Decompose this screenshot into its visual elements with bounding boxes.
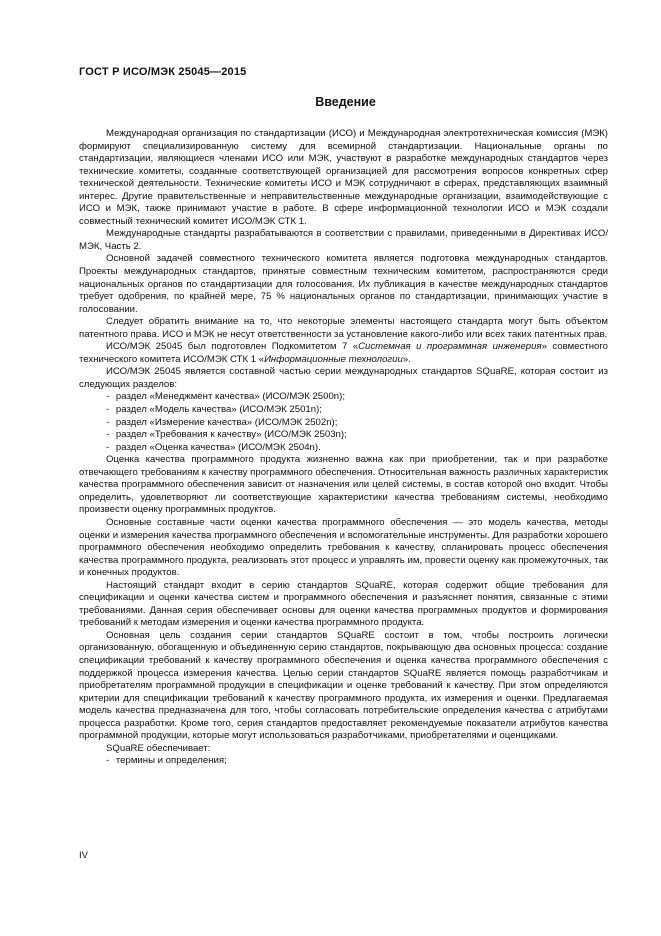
list-item: - раздел «Оценка качества» (ИСО/МЭК 2504n). [79, 442, 608, 455]
paragraph: ИСО/МЭК 25045 является составной частью серии международных стандартов SQuaRE, которая состоит из следующих разделов: [79, 366, 608, 390]
list-item: - раздел «Измерение качества» (ИСО/МЭК 2502n); [79, 417, 608, 430]
document-header: ГОСТ Р ИСО/МЭК 25045—2015 [79, 66, 247, 78]
list-item: - раздел «Менеджмент качества» (ИСО/МЭК 2500n); [79, 391, 608, 404]
italic-run: Информационные технологии [264, 353, 403, 365]
list-item: - раздел «Требования к качеству» (ИСО/МЭК 2503n); [79, 429, 608, 442]
list-item: - раздел «Модель качества» (ИСО/МЭК 2501n); [79, 404, 608, 417]
text-run: » совместного технического комитета ИСО/МЭК СТК 1 « [79, 341, 608, 365]
paragraph: Оценка качества программного продукта жизненно важна как при приобретении, так и при разработке отвечающего требованиям к качеству программного обеспечения. Относительная важность различных характеристик качества программного обеспечения зависит от назначения или целей системы, в состав которой оно входит. Чтобы определить, удовлетворяют ли соответствующие характеристики качества требованиям системы, необходимо произвести оценку программных продуктов. [79, 454, 608, 516]
page-number: IV [79, 850, 88, 861]
body-text [79, 128, 608, 768]
text-run: ». [402, 353, 411, 365]
paragraph-prepared [79, 341, 608, 366]
paragraph: Международные стандарты разрабатываются в соответствии с правилами, приведенными в Директивах ИСО/МЭК, Часть 2. [79, 228, 608, 252]
paragraph: Следует обратить внимание на то, что некоторые элементы настоящего стандарта могут быть объектом патентного права. ИСО и МЭК не несут ответственности за установление какого-либо или всех таких патентных прав. [79, 316, 608, 340]
list-item: - термины и определения; [79, 755, 608, 768]
paragraph: Основные составные части оценки качества программного обеспечения — это модель качества, методы оценки и измерения качества программного обеспечения и вспомогательные инструменты. Для разработки хорошего программного обеспечения необходимо определить требования к качеству, спланировать процесс обеспечения качества программного продукта, реализовать этот процесс и управлять им, провести оценку как промежуточных, так и конечных продуктов. [79, 516, 608, 579]
italic-run: Системная и программная инженерия [358, 341, 542, 353]
section-title: Введение [315, 95, 376, 109]
paragraph: Основная цель создания серии стандартов SQuaRE состоит в том, чтобы построить логически организованную, обогащенную и объединенную серию стандартов, покрывающую два основных процесса: создание спецификации требований к качеству программного обеспечения и оценка качества программного обеспечения с поддержкой процесса измерения качества. Целью серии стандартов SQuaRE является помощь разработчикам и приобретателям программной продукции в спецификации и оценке требований к качеству. При этом определяются критерии для спецификации требований к качеству программного продукта, их измерения и оценки. Предлагаемая модель качества предназначена для того, чтобы согласовать потребительские определения качества с атрибутами процесса разработки. Кроме того, серия стандартов предоставляет рекомендуемые показатели атрибутов качества программной продукции, которые могут использоваться разработчиками, приобретателями и оценщиками. [79, 629, 608, 742]
paragraph: Международная организация по стандартизации (ИСО) и Международная электротехническая комиссия (МЭК) формируют специализированную систему для всемирной стандартизации. Национальные органы по стандартизации, являющиеся членами ИСО или МЭК, участвуют в разработке международных стандартов через технические комитеты, созданные соответствующей организацией для рассмотрения вопросов конкретных сфер технической деятельности. Технические комитеты ИСО и МЭК сотрудничают в сферах, представляющих взаимный интерес. Другие правительственные и неправительственные международные организации, взаимодействующие с ИСО и МЭК, также принимают участие в работе. В сфере информационной технологии ИСО и МЭК создали совместный технический комитет ИСО/МЭК СТК 1. [79, 128, 608, 227]
text-run: ИСО/МЭК 25045 был подготовлен Подкомитетом 7 « [106, 341, 359, 353]
paragraph: Настоящий стандарт входит в серию стандартов SQuaRE, которая содержит общие требования для спецификации и оценки качества систем и программного обеспечения и разъясняет понятия, связанные с этими требованиями. Данная серия обеспечивает основы для оценки качества программных продуктов и формирования требований к методам измерения и оценки качества программного продукта. [79, 579, 608, 629]
paragraph: Основной задачей совместного технического комитета является подготовка международных стандартов. Проекты международных стандартов, принятые совместным техническим комитетом, распространяются среди национальных органов по стандартизации для голосования. Их публикация в качестве международных стандартов требует одобрения, по крайней мере, 75 % национальных органов по стандартизации, принимающих участие в голосовании. [79, 253, 608, 315]
paragraph: SQuaRE обеспечивает: [106, 742, 211, 754]
